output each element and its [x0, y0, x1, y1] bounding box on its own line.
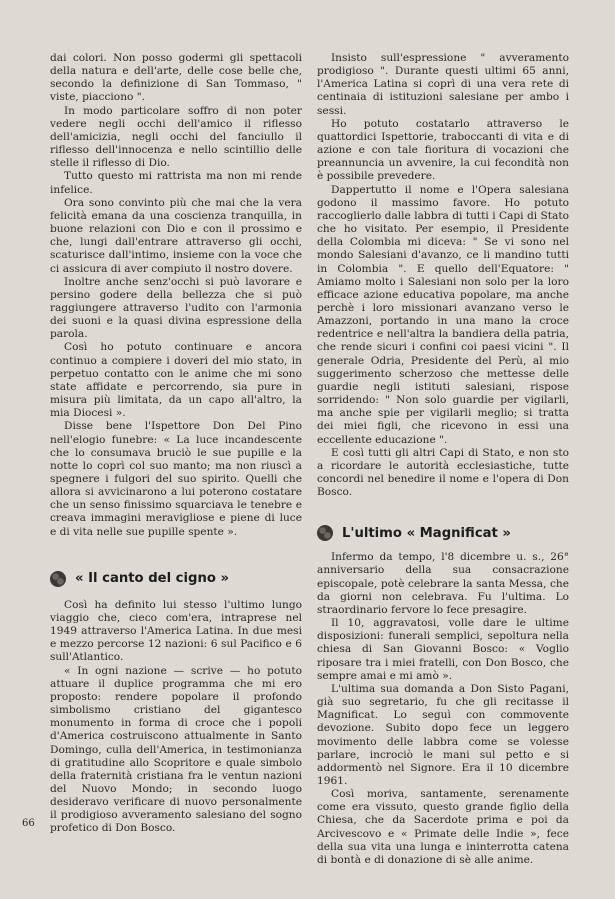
paragraph: E così tutti gli altri Capi di Stato, e non sto a ricordare le autorità ecclesiastiche, tutte concordi nel benedire il nome e l'opera di Don Bosco.	[317, 446, 569, 499]
section-heading-ultimo-magnificat	[317, 525, 569, 541]
paragraph: Disse bene l'Ispettore Don Del Pino nell'elogio funebre: « La luce incandescente che lo consumava bruciò le sue pupille e la notte lo coprì col suo manto; ma non riuscì a spegnere i fulgori del suo spirito. Quelli che allora si avvicinarono a lui poterono costatare che un senso finissimo squarciava le tenebre e creava immagini meravigliose e piene di luce e di vita nelle sue pupille spente ».	[50, 420, 302, 538]
section-heading-text: « Il canto del cigno »	[75, 571, 230, 587]
section-heading-text: L'ultimo « Magnificat »	[342, 525, 511, 541]
paragraph: Dappertutto il nome e l'Opera salesiana godono il massimo favore. Ho potuto raccoglierlo dalle labbra di tutti i Capi di Stato che ho visitato. Per esempio, il Presidente della Colombia mi diceva: " Se vi sono nel mondo Salesiani d'avanzo, ce li mandino tutti in Colombia ". E quello dell'Equatore: " Amiamo molto i Salesiani non solo per la loro efficace azione educativa popolare, ma anche perchè i loro missionari avanzano verso le Amazzoni, portando in una mano la croce redentrice e nell'altra la bandiera della patria, che rende sicuri i confini coi paesi vicini ". Il generale Odria, Presidente del Perù, al mio suggerimento scherzoso che mettesse delle guardie negli istituti salesiani, rispose sorridendo: " Non solo guardie per vigilarli, ma anche spie per vigilarli meglio; si tratta dei miei figli, che ricevono in essi una eccellente educazione ".	[317, 183, 569, 446]
paragraph: L'ultima sua domanda a Don Sisto Pagani, già suo segretario, fu che gli recitasse il Magnificat. Lo seguì con commovente devozione. Subito dopo fece un leggero movimento delle labbra come se volesse parlare, incrociò le mani sul petto e si addormentò nel Signore. Era il 10 dicembre 1961.	[317, 682, 569, 787]
bullet-ornament-icon	[317, 525, 333, 541]
bullet-ornament-icon	[50, 571, 66, 587]
paragraph: « In ogni nazione — scrive — ho potuto attuare il duplice programma che mi ero proposto: rendere popolare il profondo simbolismo cristiano del gigantesco monumento in forma di croce che i popoli d'America costruiscono attualmente in Santo Domingo, culla dell'America, in testimonianza di gratitudine allo Scopritore e quale simbolo della fraternità cristiana fra le ventun nazioni del Nuovo Mondo; in secondo luogo desideravo verificare di nuovo personalmente il prodigioso avveramento salesiano del sogno profetico di Don Bosco.	[50, 664, 302, 835]
paragraph: Tutto questo mi rattrista ma non mi rende infelice.	[50, 170, 302, 196]
paragraph: Inoltre anche senz'occhi si può lavorare e persino godere della bellezza che si può raggiungere attraverso l'udito con l'armonia dei suoni e la quasi divina espressione della parola.	[50, 275, 302, 341]
paragraph: In modo particolare soffro di non poter vedere negli occhi dell'amico il riflesso dell'amicizia, negli occhi del fanciullo il riflesso dell'innocenza e nello scintillio delle stelle il riflesso di Dio.	[50, 104, 302, 170]
right-column	[317, 52, 569, 867]
paragraph: Ho potuto costatarlo attraverso le quattordici Ispettorie, traboccanti di vita e di azione e con tale fioritura di vocazioni che preannuncia un avvenire, la cui fecondità non è possibile prevedere.	[317, 117, 569, 183]
paragraph: Ora sono convinto più che mai che la vera felicità emana da una coscienza tranquilla, in buone relazioni con Dio e con il prossimo e che, lungi dall'entrare attraverso gli occhi, scaturisce dall'intimo, insieme con la voce che ci assicura di aver compiuto il nostro dovere.	[50, 196, 302, 275]
paragraph: Il 10, aggravatosi, volle dare le ultime disposizioni: funerali semplici, sepoltura nella chiesa di San Giovanni Bosco: « Voglio riposare tra i miei fratelli, con Don Bosco, che sempre amai e mi amò ».	[317, 617, 569, 682]
paragraph: Così ha definito lui stesso l'ultimo lungo viaggio che, cieco com'era, intraprese nel 1949 attraverso l'America Latina. In due mesi e mezzo percorse 12 nazioni: 6 sul Pacifico e 6 sull'Atlantico.	[50, 598, 302, 664]
paragraph: dai colori. Non posso godermi gli spettacoli della natura e dell'arte, delle cose belle che, secondo la definizione di San Tommaso, " viste, piacciono ".	[50, 52, 302, 104]
section-heading-canto-del-cigno	[50, 571, 302, 587]
paragraph: Così ho potuto continuare e ancora continuo a compiere i doveri del mio stato, in perpetuo contatto con le anime che mi sono state affidate e percorrendo, sia pure in misura più limitata, da un capo all'altro, la mia Diocesi ».	[50, 341, 302, 420]
paragraph: Infermo da tempo, l'8 dicembre u. s., 26° anniversario della sua consacrazione episcopale, potè celebrare la santa Messa, che da giorni non celebrava. Fu l'ultima. Lo straordinario fervore lo fece presagire.	[317, 551, 569, 616]
paragraph: Così moriva, santamente, serenamente come era vissuto, questo grande figlio della Chiesa, che da Sacerdote prima e poi da Arcivescovo e « Primate delle Indie », fece della sua vita una lunga e ininterrotta catena di bontà e di donazione di sè alle anime.	[317, 788, 569, 866]
left-column	[50, 52, 302, 836]
page-number: 66	[22, 818, 35, 829]
paragraph: Insisto sull'espressione " avveramento prodigioso ". Durante questi ultimi 65 anni, l'America Latina si coprì di una vera rete di centinaia di istituzioni salesiane per ambo i sessi.	[317, 52, 569, 117]
